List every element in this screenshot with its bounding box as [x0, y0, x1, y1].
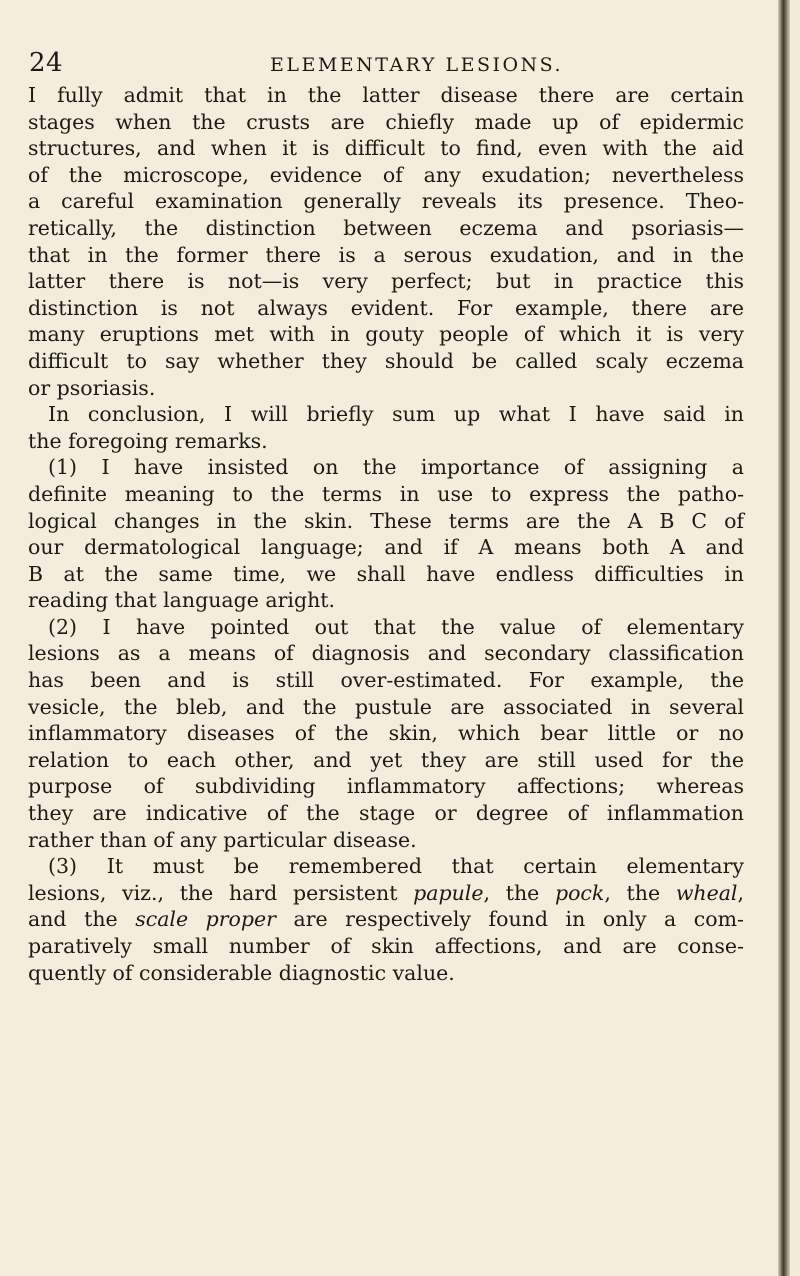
- text-line: paratively small number of skin affections, and are conse-: [28, 934, 744, 958]
- text-line: purpose of subdividing inflammatory affections; whereas: [28, 774, 744, 799]
- text-line: I fully admit that in the latter disease there are certain: [28, 83, 744, 107]
- text-line: quently of considerable diagnostic value.: [28, 960, 455, 985]
- text-line: has been and is still over-estimated. For example, the: [28, 668, 744, 693]
- page-number: 24: [29, 48, 64, 78]
- text-line: they are indicative of the stage or degree of inflammation: [28, 801, 744, 826]
- text-line: or psoriasis.: [28, 375, 156, 400]
- text-line: latter there is not—is very perfect; but in practice this: [28, 269, 744, 294]
- text-line: stages when the crusts are chiefly made up of epidermic: [28, 109, 744, 134]
- text-line: difficult to say whether they should be called scaly eczema: [28, 348, 744, 373]
- text-line: structures, and when it is difficult to find, even with the aid: [28, 136, 744, 161]
- term-papule: papule: [413, 880, 484, 905]
- text-line: lesions, viz., the hard persistent papule, the pock, the wheal,: [28, 880, 745, 905]
- text-line: a careful examination generally reveals its presence. Theo-: [28, 189, 744, 214]
- text-line: vesicle, the bleb, and the pustule are associated in several: [28, 694, 744, 719]
- text-line: that in the former there is a serous exudation, and in the: [28, 242, 744, 267]
- text-line: (2) I have pointed out that the value of elementary: [48, 614, 744, 639]
- text-line: (1) I have insisted on the importance of assigning a: [48, 455, 744, 480]
- text-line: lesions as a means of diagnosis and secondary classification: [28, 641, 744, 666]
- text-line: inflammatory diseases of the skin, which bear little or no: [28, 721, 744, 746]
- text-line: In conclusion, I will briefly sum up what I have said in: [48, 402, 744, 427]
- term-scale-proper: scale proper: [135, 907, 276, 932]
- text-line: definite meaning to the terms in use to express the patho-: [28, 481, 744, 506]
- text-line: relation to each other, and yet they are still used for the: [28, 747, 744, 772]
- text-line: and the scale proper are respectively found in only a com-: [28, 907, 744, 932]
- running-title: ELEMENTARY LESIONS.: [270, 54, 564, 76]
- text-line: many eruptions met with in gouty people of which it is very: [28, 322, 744, 347]
- text-line: distinction is not always evident. For example, there are: [28, 295, 744, 320]
- body-text: [28, 82, 744, 986]
- term-pock: pock: [554, 880, 605, 905]
- text-line: (3) It must be remembered that certain elementary: [48, 854, 744, 879]
- text-line: logical changes in the skin. These terms are the A B C of: [28, 508, 744, 533]
- text-line: of the microscope, evidence of any exudation; nevertheless: [28, 162, 744, 187]
- text-line: rather than of any particular disease.: [28, 827, 417, 852]
- term-wheal: wheal: [675, 880, 738, 905]
- text-line: B at the same time, we shall have endless difficulties in: [28, 561, 744, 586]
- text-line: our dermatological language; and if A means both A and: [28, 535, 744, 560]
- text-line: reading that language aright.: [28, 588, 336, 613]
- text-line: the foregoing remarks.: [28, 428, 268, 453]
- page-edge: [778, 0, 790, 1276]
- text-line: retically, the distinction between eczema and psoriasis—: [28, 215, 744, 240]
